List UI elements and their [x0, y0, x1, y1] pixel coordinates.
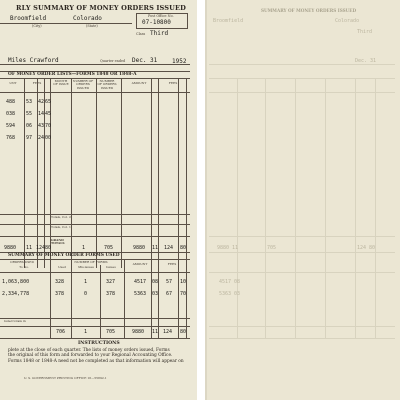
s2-row1-used: 328 [55, 279, 65, 285]
s1-row3-dollars: 594 [6, 123, 16, 129]
back-ghost-line-1: Colorado [335, 18, 360, 24]
quarter-value: Dec. 31 [132, 57, 158, 64]
city-caption: (City) [32, 24, 42, 28]
post-office-label: Post Office No. [148, 14, 174, 18]
s1-row4-fees: 24 [38, 135, 45, 141]
grand-fee-cents: 80 [180, 245, 187, 251]
quarter-label: Quarter ended [100, 59, 126, 63]
grand-left-cents: 11 [26, 245, 33, 251]
mis-issues-header: Mis-issues [78, 265, 94, 269]
instructions-title: INSTRUCTIONS [78, 341, 120, 346]
col-number-header: NUMBER OF ORDERS ISSUED [72, 79, 94, 90]
post-office-number: 07-10800 [142, 19, 171, 26]
s1-row1-cents: 53 [26, 99, 33, 105]
s2-row2-cents: 03 [152, 291, 159, 297]
col-fees-header: FEES [32, 81, 42, 85]
col-amount-header: UNT [9, 81, 17, 85]
totals-col2-label: Totals, Col. 2 [51, 215, 71, 219]
grand-fees: 124 [164, 245, 174, 251]
s2-row2-amount: 5363 [134, 291, 147, 297]
s1-row1-fee-cents: 65 [45, 99, 52, 105]
printer-footer: U. S. GOVERNMENT PRINTING OFFICE 16—55892-1 [24, 376, 107, 380]
grand-count: 1 [82, 245, 86, 251]
instructions-line-2: the original of this form and forwarded to your Regional Accounting Office. [8, 353, 173, 359]
included-totals-label: luded totals in [4, 319, 26, 323]
s1-row4-dollars: 768 [6, 135, 16, 141]
s2-row2-to-no: 2,334,778 [2, 291, 30, 297]
s2-row2-issues: 378 [106, 291, 116, 297]
back-ghost-title: SUMMARY OF MONEY ORDERS ISSUED [261, 8, 357, 13]
back-ghost-num-3: 124 80 [357, 245, 376, 251]
grand-left-fees: 124 [36, 245, 46, 251]
office-city: Broomfield [10, 15, 47, 22]
col-fees-right-header: FEES [168, 81, 178, 85]
s1-row1-fees: 42 [38, 99, 45, 105]
s2-row2-fees: 67 [166, 291, 173, 297]
s2-total-cents: 11 [152, 329, 159, 335]
s1-row4-cents: 97 [26, 135, 33, 141]
col-amount-right-header: AMOUNT [131, 81, 147, 85]
instructions-line-1: plete at the close of each quarter. The lists of money orders issued, Forms [8, 348, 170, 353]
s1-row3-fee-cents: 70 [45, 123, 52, 129]
form-front-page [0, 0, 197, 400]
s1-row3-fees: 43 [38, 123, 45, 129]
s2-row1-cents: 08 [152, 279, 159, 285]
s2-row2-fee-cents: 70 [180, 291, 187, 297]
s1-row4-fee-cents: 00 [45, 135, 52, 141]
office-state: Colorado [73, 15, 102, 22]
s2-row1-amount: 4517 [134, 279, 147, 285]
instructions-line-3: Forms 1848 or 1848-A need not be completed as that information will appear on [8, 358, 184, 364]
class-label: Class [136, 32, 146, 36]
back-ghost-num-4: 4517 08 [219, 279, 241, 285]
col-number-header-2: NUMBER OF ORDERS ISSUED [97, 79, 117, 90]
form-title: RLY SUMMARY OF MONEY ORDERS ISSUED [16, 4, 186, 12]
instructions-body [8, 348, 184, 364]
number-of-forms-header: NUMBER OF FORMS [74, 260, 108, 264]
s2-total-fee-cents: 80 [180, 329, 187, 335]
s2-row2-used: 378 [55, 291, 65, 297]
s1-row2-fees: 14 [38, 111, 45, 117]
s2-total-amount: 9880 [132, 329, 145, 335]
quarter-year: 1952 [172, 58, 187, 65]
totals-col1-label: Totals, Col. 1 [51, 225, 71, 229]
s1-row2-fee-cents: 45 [45, 111, 52, 117]
s2-fees-header: FEES [167, 262, 177, 266]
to-no-header: To No. [19, 265, 29, 269]
back-ghost-line-3: Broomfield [213, 18, 244, 24]
back-ghost-num-1: 705 [267, 245, 277, 251]
issues-header: Issues [106, 265, 116, 269]
col-month-header: MONTH OF ISSUE [53, 79, 69, 87]
section1-title: OF MONEY ORDER LISTS—FORMS 1848 OR 1848-A [8, 72, 137, 77]
s2-total-fees: 124 [163, 329, 173, 335]
s1-row1-dollars: 488 [6, 99, 16, 105]
s2-row1-issues: 327 [106, 279, 116, 285]
postmaster-name: Miles Crawford [8, 57, 59, 64]
state-caption: (State) [86, 24, 98, 28]
s1-row3-cents: 06 [26, 123, 33, 129]
back-ghost-line-4: Dec. 31 [355, 58, 377, 64]
s2-total-mis: 1 [84, 329, 88, 335]
class-value: Third [150, 30, 169, 37]
grand-left-amount: 9880 [4, 245, 17, 251]
form-back-page [205, 0, 400, 400]
s2-row1-mis: 1 [84, 279, 88, 285]
s2-row1-to-no: 1,063,800 [2, 279, 30, 285]
s2-row2-mis: 0 [84, 291, 88, 297]
grand-totals-label: GRAND TOTALS [51, 238, 65, 246]
s2-total-issues: 705 [106, 329, 116, 335]
back-ghost-num-2: 9880 11 [217, 245, 239, 251]
s1-row2-cents: 55 [26, 111, 33, 117]
s2-amount-header: AMOUNT [132, 262, 148, 266]
grand-amount: 9880 [133, 245, 146, 251]
s2-row1-fees: 57 [166, 279, 173, 285]
grand-amount-cents: 11 [152, 245, 159, 251]
section2-title: SUMMARY OF MONEY ORDER FORMS USED [8, 253, 120, 258]
s1-row2-dollars: 038 [6, 111, 16, 117]
s2-row1-fee-cents: 10 [180, 279, 187, 285]
back-ghost-line-2: Third [357, 29, 373, 35]
used-header: Used [58, 265, 66, 269]
s2-total-used: 706 [56, 329, 66, 335]
back-ghost-num-5: 5363 03 [219, 291, 241, 297]
orders-used-header: ORDERS USED [10, 260, 34, 264]
grand-number: 705 [104, 245, 114, 251]
grand-left-fee-cents: 80 [45, 245, 52, 251]
